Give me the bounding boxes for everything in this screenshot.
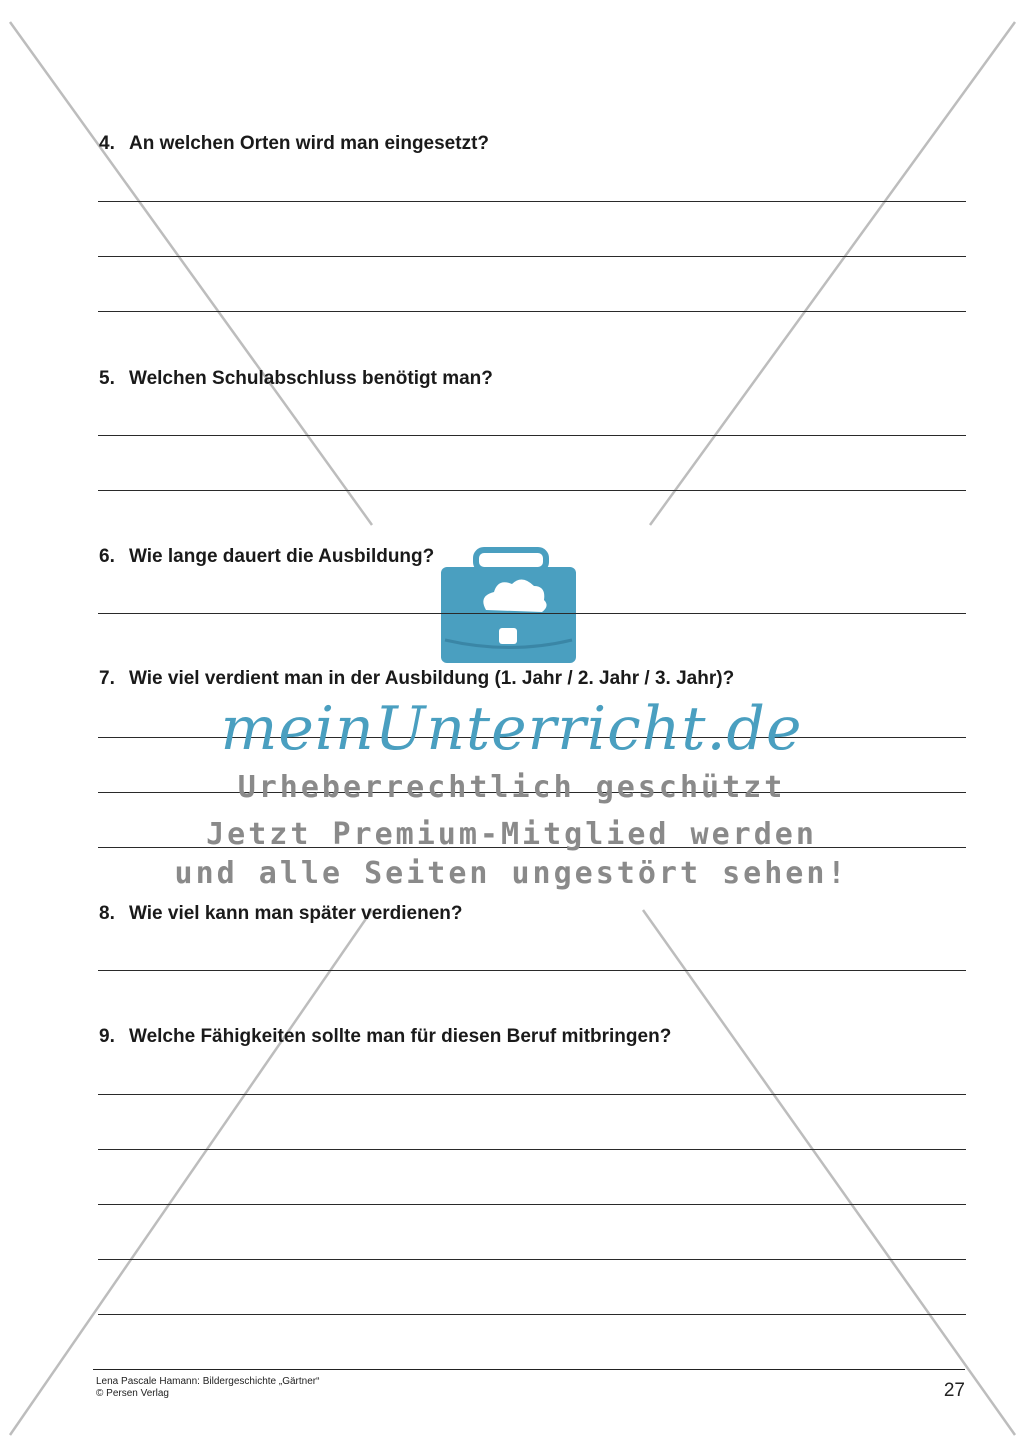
question-8 [99, 903, 463, 925]
question-6 [99, 546, 434, 568]
answer-line[interactable] [98, 256, 966, 257]
watermark-brand: meinUnterricht.de [220, 694, 803, 764]
question-text: Welche Fähigkeiten sollte man für diesen Beruf mitbringen? [129, 1026, 672, 1047]
answer-line[interactable] [98, 1149, 966, 1150]
answer-line[interactable] [98, 435, 966, 436]
answer-line[interactable] [98, 1314, 966, 1315]
question-9 [99, 1026, 671, 1048]
watermark-copyright: Urheberrechtlich geschützt [237, 770, 786, 805]
answer-line[interactable] [98, 1094, 966, 1095]
question-number: 6. [99, 546, 115, 567]
question-5 [99, 368, 493, 390]
watermark-premium: Jetzt Premium-Mitglied werden [206, 817, 817, 852]
page-number: 27 [943, 1380, 965, 1401]
question-text: Wie viel kann man später verdienen? [129, 903, 463, 924]
answer-line[interactable] [98, 1204, 966, 1205]
question-4 [99, 133, 489, 155]
question-7 [99, 668, 734, 690]
question-text: Wie viel verdient man in der Ausbildung (1. Jahr / 2. Jahr / 3. Jahr)? [129, 668, 735, 689]
answer-line[interactable] [98, 311, 966, 312]
footer-credits [96, 1376, 319, 1400]
question-text: An welchen Orten wird man eingesetzt? [129, 133, 490, 154]
question-number: 9. [99, 1026, 115, 1047]
question-number: 5. [99, 368, 115, 389]
footer-publisher: © Persen Verlag [96, 1388, 169, 1399]
answer-line[interactable] [98, 613, 966, 614]
footer-author-title: Lena Pascale Hamann: Bildergeschichte „Gärtner“ [96, 1376, 320, 1387]
question-number: 8. [99, 903, 115, 924]
question-number: 4. [99, 133, 115, 154]
question-text: Wie lange dauert die Ausbildung? [129, 546, 435, 567]
answer-line[interactable] [98, 970, 966, 971]
question-number: 7. [99, 668, 115, 689]
answer-line[interactable] [98, 490, 966, 491]
footer-divider [93, 1369, 965, 1370]
answer-line[interactable] [98, 1259, 966, 1260]
question-text: Welchen Schulabschluss benötigt man? [129, 368, 493, 389]
answer-line[interactable] [98, 201, 966, 202]
watermark-unlock: und alle Seiten ungestört sehen! [174, 856, 849, 891]
